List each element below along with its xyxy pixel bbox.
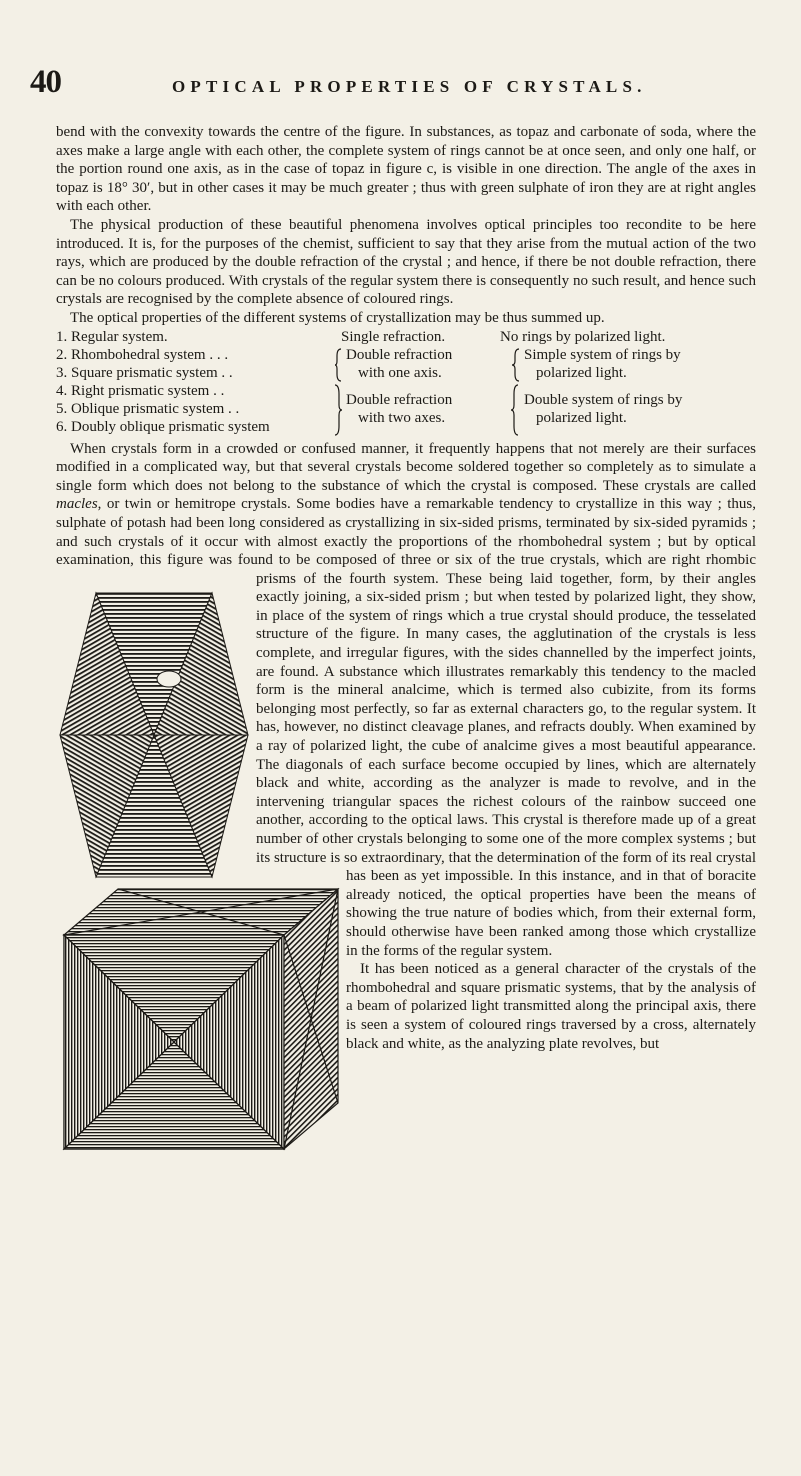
term-macles: macles [56,496,98,513]
table-cell-rings: Simple system of rings by [524,346,681,363]
brace-icon [334,348,344,382]
table-cell-refraction: Double refraction [346,346,453,363]
table-cell-rings: polarized light. [536,364,627,381]
paragraph-macles: When crystals form in a crowded or confused manner, it frequently happens that not merely are their surfaces modified in a complicated way, but that several crystals become soldered together so completely as to simulate a single form which does not belong to the substance of which the crystal is composed. These crystals are called macles, or twin or hemitrope crystals. Some bodies have a remarkable tendency to crystallize in this way ; thus, sulphate of potash had been long considered as crystallizing in six-sided prisms, terminated by six-sided pyramids ; and such crystals of it occur with almost exactly the proportions of the rhombohedral system ; but by optical examination, this figure was found to be composed of three or six of the true crystals, which are right rhombic prisms of the fourth system. These being laid together, form, by their angles exactly joining, a six-sided prism ; but when tested by polarized light, they show, in place of the system of rings which a true crystal should produce, the tesselated structure of the figure. In many cases, the agglutination of the crystals is less complete, and irregular figures, with the sides channelled by the imperfect joints, are found. A substance which illustrates remarkably this tendency to the macled form is the mineral analcime, which is termed also cubizite, from its forms belonging most perfectly, so far as external characters go, to the regular system. It has, however, no distinct cleavage planes, and refracts doubly. When examined by a ray of polarized light, the cube of analcime gives a most beautiful appearance. The diagonals of each surface become occupied by lines, which are alternately black and white, according as the analyzer is made to revolve, and in the intervening triangular spaces the richest colours of the rainbow succeed one another, according to the optical laws. This crystal is therefore made up of a great number of other crystals belonging to some one of the more complex systems ; but its structure is so extraordinary, that the determination of the form of its real crystal has been as yet impossible. In this instance, and in that of boracite already noticed, the optical properties have been the means of showing the true nature of bodies which, from their external form, should otherwise have been ranked among those which crystallize in the forms of the regular system. [56,440,756,959]
table-cell-refraction: with one axis. [358,364,442,381]
paragraph-convexity: bend with the convexity towards the centre of the figure. In substances, as topaz and carbonate of soda, where the axes make a large angle with each other, the complete system of rings cannot be at once seen, and only one half, or the portion round one axis, as in the case of topaz in figure c, is visible in one direction. The angle of the axes in topaz is 18° 30′, but in other cases it may be much greater ; thus with green sulphate of iron they are at right angles with each other. [56,124,756,215]
table-row-label: 2. Rhombohedral system . . . [56,346,229,363]
brace-icon [509,384,521,436]
hexagonal-macle-figure [56,585,252,885]
brace-icon [511,348,521,382]
crystal-systems-table [56,328,756,440]
table-row-label: 5. Oblique prismatic system . . [56,400,240,417]
table-row-label: 6. Doubly oblique prismatic system [56,418,270,435]
table-cell-refraction: with two axes. [358,409,446,426]
running-title: OPTICAL PROPERTIES OF CRYSTALS. [172,77,647,96]
table-cell-rings: No rings by polarized light. [500,328,666,345]
table-cell-rings: Double system of rings by [524,391,683,408]
brace-icon [332,384,344,436]
paragraph-summary-intro: The optical properties of the different systems of crystallization may be thus summed up. [70,309,605,326]
table-row-label: 1. Regular system. [56,328,168,345]
table-row-label: 4. Right prismatic system . . [56,382,225,399]
analcime-cube-figure [56,883,346,1155]
page-number: 40 [30,64,61,100]
paragraph-rhombohedral-character: It has been noticed as a general character of the crystals of the rhombohedral and square prismatic systems, that by the analysis of a beam of polarized light transmitted along the principal axis, there is seen a system of coloured rings traversed by a cross, alternately black and white, as the analyzing plate revolves, but [346,961,756,1052]
table-cell-refraction: Single refraction. [341,328,446,345]
table-row-label: 3. Square prismatic system . . [56,364,233,381]
table-cell-refraction: Double refraction [346,391,453,408]
page-header [30,64,771,104]
table-cell-rings: polarized light. [536,409,627,426]
paragraph-physical-production: The physical production of these beautiful phenomena involves optical principles too recondite to be here introduced. It is, for the purposes of the chemist, sufficient to say that they arise from the mutual action of the two rays, which are produced by the double refraction of the crystal ; and hence, if there be not double refraction, there can be no colours produced. With crystals of the regular system there is consequently no such result, and hence such crystals are recognised by the complete absence of coloured rings. [56,216,756,308]
